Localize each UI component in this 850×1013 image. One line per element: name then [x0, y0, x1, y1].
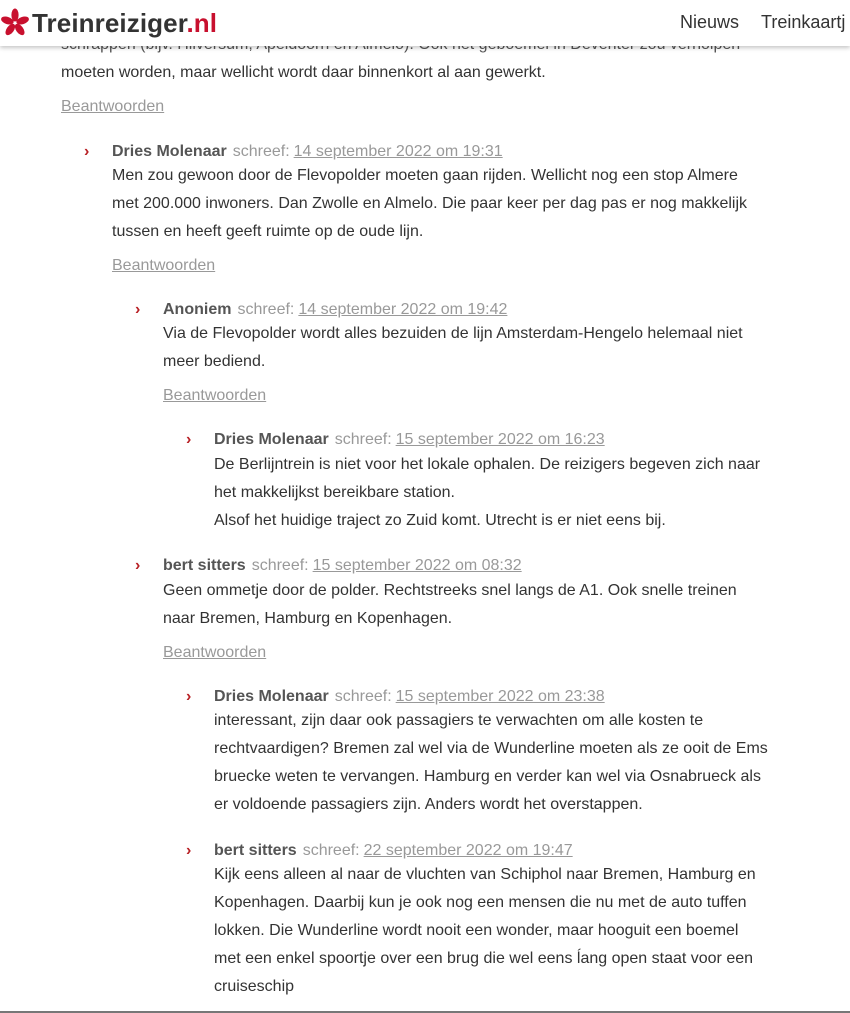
comment-meta: [214, 430, 605, 450]
main-nav: [680, 12, 850, 33]
comment-wrote-label: schreef:: [334, 431, 392, 448]
comment-text: cruiseschip: [214, 978, 295, 995]
reply-link[interactable]: Beantwoorden: [61, 98, 165, 115]
comment-meta: [163, 300, 507, 320]
comment-date-link[interactable]: 15 september 2022 om 08:32: [312, 557, 522, 574]
comment-text: er voldoende passagiers zijn. Anders wordt het overstappen.: [214, 796, 643, 813]
comment-text: moeten worden, maar wellicht wordt daar binnenkort al aan gewerkt.: [61, 64, 546, 81]
comment-author: Dries Molenaar: [214, 431, 329, 448]
comment-wrote-label: schreef:: [334, 688, 392, 705]
comment-author: Dries Molenaar: [112, 143, 227, 160]
comment-author: Anoniem: [163, 301, 232, 318]
comment-author: Dries Molenaar: [214, 688, 329, 705]
comment-text: Kijk eens alleen al naar de vluchten van Schiphol naar Bremen, Hamburg en: [214, 866, 756, 883]
site-header: [0, 0, 850, 46]
chevron-right-icon: ›: [186, 688, 192, 705]
site-logo[interactable]: [0, 6, 217, 40]
comment-text: tussen en heeft geeft ruimte op de oude lijn.: [112, 223, 424, 240]
comment-wrote-label: schreef:: [302, 842, 360, 859]
comment-text: Alsof het huidige traject zo Zuid komt. Utrecht is er niet eens bij.: [214, 512, 666, 529]
reply-link[interactable]: Beantwoorden: [163, 387, 267, 404]
comment-author: bert sitters: [214, 842, 297, 859]
comment-date-link[interactable]: 15 september 2022 om 23:38: [395, 688, 605, 705]
comment-text: met 200.000 inwoners. Dan Zwolle en Almelo. Die paar keer per dag pas er nog makkelijk: [112, 195, 747, 212]
comment-text: De Berlijntrein is niet voor het lokale ophalen. De reizigers begeven zich naar: [214, 456, 761, 473]
comment-meta: [214, 841, 573, 861]
comment-text: Geen ommetje door de polder. Rechtstreeks snel langs de A1. Ook snelle treinen: [163, 582, 737, 599]
comment-meta: [214, 687, 605, 707]
reply-link[interactable]: Beantwoorden: [163, 644, 267, 661]
logo-suffix: .nl: [186, 7, 218, 38]
comment-text: lokken. Die Wunderline wordt nooit een wonder, maar hooguit een boemel: [214, 922, 739, 939]
chevron-right-icon: ›: [186, 431, 192, 448]
comment-author: bert sitters: [163, 557, 246, 574]
comment-text: bruecke weten te vervangen. Hamburg en verder kan wel via Osnabrueck als: [214, 768, 761, 785]
comment-date-link[interactable]: 15 september 2022 om 16:23: [395, 431, 605, 448]
comment-text: interessant, zijn daar ook passagiers te verwachten om alle kosten te: [214, 712, 704, 729]
chevron-right-icon: ›: [186, 842, 192, 859]
comment-wrote-label: schreef:: [251, 557, 309, 574]
chevron-right-icon: ›: [135, 557, 141, 574]
logo-text: Treinreiziger.nl: [32, 7, 218, 38]
comment-date-link[interactable]: 14 september 2022 om 19:31: [293, 143, 503, 160]
comment-text: Via de Flevopolder wordt alles bezuiden de lijn Amsterdam-Hengelo helemaal niet: [163, 325, 743, 342]
comment-text: naar Bremen, Hamburg en Kopenhagen.: [163, 610, 453, 627]
comment-wrote-label: schreef:: [232, 143, 290, 160]
comment-text: meer bediend.: [163, 353, 266, 370]
chevron-right-icon: ›: [84, 143, 90, 160]
comment-meta: [112, 142, 503, 162]
star-logo-icon: [0, 8, 30, 38]
reply-link[interactable]: Beantwoorden: [112, 257, 216, 274]
comment-text: met een enkel spoortje over een brug die wel eens ĺang open staat voor een: [214, 950, 754, 967]
comment-text: Kopenhagen. Daarbij kun je ook nog een mensen die nu met de auto tuffen: [214, 894, 747, 911]
comment-date-link[interactable]: 14 september 2022 om 19:42: [298, 301, 508, 318]
comment-text: Men zou gewoon door de Flevopolder moeten gaan rijden. Wellicht nog een stop Almere: [112, 167, 738, 184]
nav-item-treinkaartjes[interactable]: Treinkaartj: [761, 12, 846, 32]
comment-meta: [163, 556, 522, 576]
comment-text: het makkelijkst bereikbare station.: [214, 484, 455, 501]
chevron-right-icon: ›: [135, 301, 141, 318]
comment-wrote-label: schreef:: [237, 301, 295, 318]
comment-date-link[interactable]: 22 september 2022 om 19:47: [363, 842, 573, 859]
nav-item-nieuws[interactable]: Nieuws: [680, 12, 740, 32]
comment-text: rechtvaardigen? Bremen zal wel via de Wunderline moeten als ze ooit de Ems: [214, 740, 768, 757]
